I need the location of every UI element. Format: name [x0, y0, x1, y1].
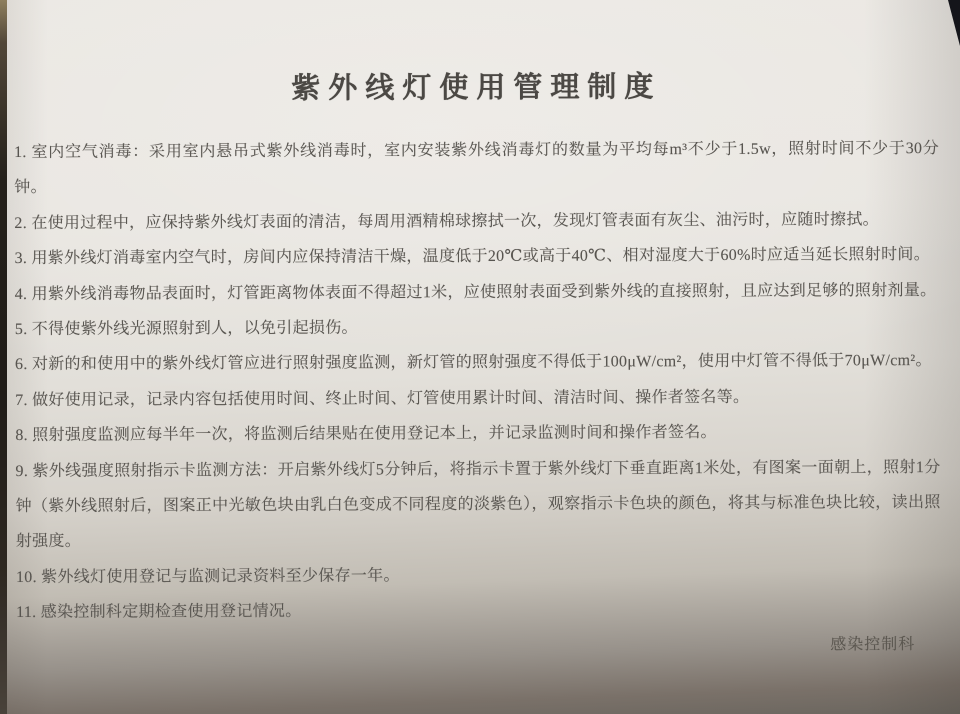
rule-item-7: 7. 做好使用记录，记录内容包括使用时间、终止时间、灯管使用累计时间、清洁时间、操作者签名等。	[15, 388, 750, 409]
rule-item-11: 11. 感染控制科定期检查使用登记情况。	[16, 603, 302, 622]
rule-item-5: 5. 不得使紫外线光源照射到人，以免引起损伤。	[14, 319, 358, 339]
rule-item-8: 8. 照射强度监测应每半年一次，将监测后结果贴在使用登记本上，并记录监测时间和操作者签名。	[15, 424, 717, 445]
rule-item-10: 10. 紫外线灯使用登记与监测记录资料至少保存一年。	[15, 567, 400, 586]
signature: 感染控制科	[830, 635, 916, 654]
document-title: 紫外线灯使用管理制度	[291, 71, 662, 105]
rule-item-4: 4. 用紫外线消毒物品表面时，灯管距离物体表面不得超过1米，应使照射表面受到紫外线的直接照射，且应达到足够的照射剂量。	[14, 281, 937, 303]
rule-item-2: 2. 在使用过程中，应保持紫外线灯表面的清洁，每周用酒精棉球擦拭一次，发现灯管表面有灰尘、油污时，应随时擦拭。	[14, 211, 879, 232]
rule-item-6: 6. 对新的和使用中的紫外线灯管应进行照射强度监测，新灯管的照射强度不得低于100μW/cm²，使用中灯管不得低于70μW/cm²。	[14, 352, 932, 374]
rule-item-9: 9. 紫外线强度照射指示卡监测方法：开启紫外线灯5分钟后，将指示卡置于紫外线灯下垂直距离1米处，有图案一面朝上，照射1分钟（紫外线照射后，图案正中光敏色块由乳白色变成不同程度的淡紫色），观察指示卡色块的颜色，将其与标准色块比较，读出照射强度。	[15, 458, 941, 551]
rule-item-3: 3. 用紫外线灯消毒室内空气时，房间内应保持清洁干燥，温度低于20℃或高于40℃、相对湿度大于60%时应适当延长照射时间。	[14, 246, 931, 268]
rule-item-1: 1. 室内空气消毒：采用室内悬吊式紫外线消毒时，室内安装紫外线消毒灯的数量为平均每m³不少于1.5w，照射时间不少于30分钟。	[14, 139, 940, 197]
